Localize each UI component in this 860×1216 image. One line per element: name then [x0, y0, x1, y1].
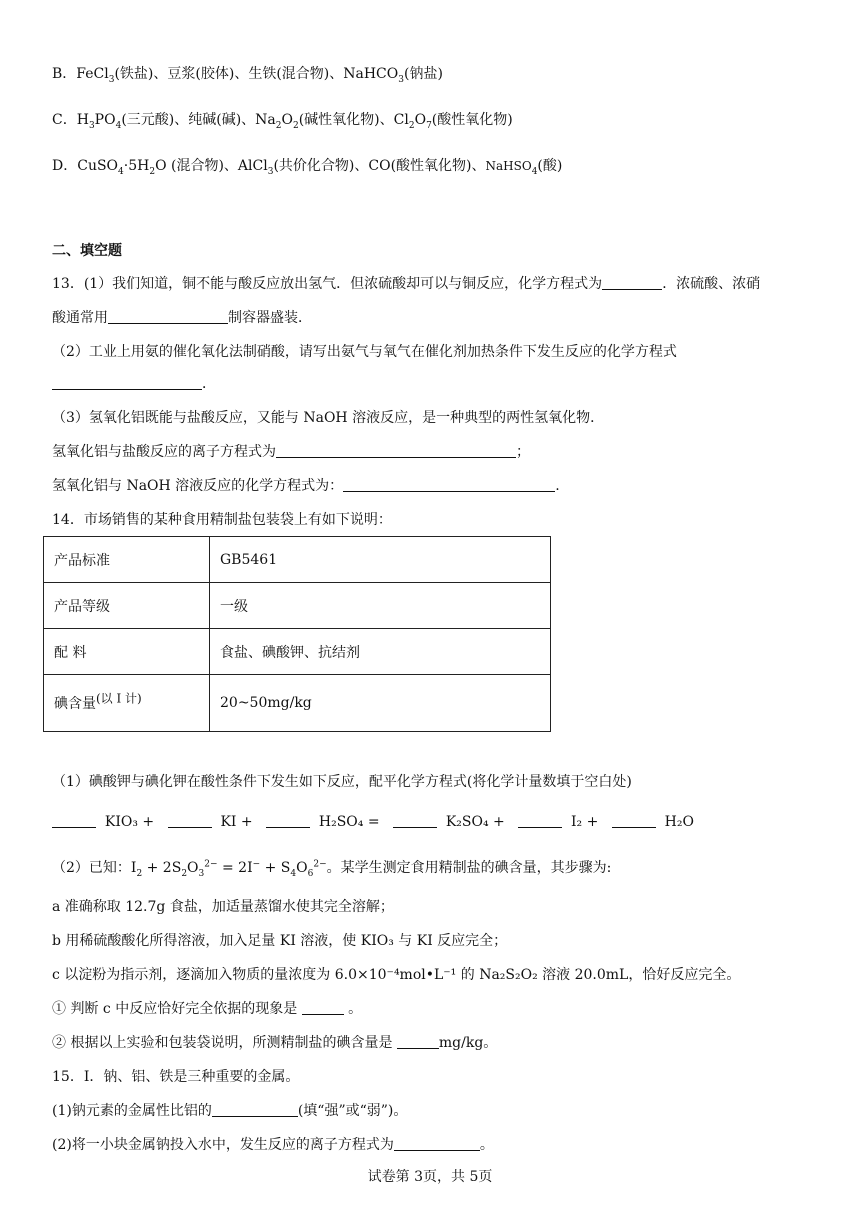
- q13-line6: 氢氧化铝与盐酸反应的离子方程式为 ；: [52, 444, 530, 460]
- table-cell: 配 料: [44, 629, 210, 675]
- answer-blank[interactable]: [302, 1000, 344, 1015]
- answer-blank[interactable]: [212, 1102, 298, 1117]
- q13-line1: 13．(1）我们知道，铜不能与酸反应放出氢气．但浓硫酸却可以与铜反应，化学方程式为 ．浓硫酸、浓硝: [52, 276, 761, 292]
- coefficient-blank[interactable]: [393, 813, 437, 828]
- answer-blank[interactable]: [52, 375, 202, 390]
- q14-equation: KIO₃ + KI + H₂SO₄ = K₂SO₄ + I₂ + H₂O: [52, 812, 694, 832]
- coefficient-blank[interactable]: [612, 813, 656, 828]
- table-row: [44, 537, 551, 583]
- table-cell: GB5461: [210, 537, 551, 583]
- q13-line3: （2）工业上用氨的催化氧化法制硝酸，请写出氨气与氧气在催化剂加热条件下发生反应的化学方程式: [52, 344, 677, 360]
- answer-blank[interactable]: [397, 1034, 439, 1049]
- q15-line1: 15．I．钠、铝、铁是三种重要的金属。: [52, 1069, 300, 1085]
- table-cell: 碘含量$^{(以 I 计)}$: [44, 675, 210, 732]
- coefficient-blank[interactable]: [518, 813, 562, 828]
- table-cell: 产品等级: [44, 583, 210, 629]
- table-row: [44, 675, 551, 732]
- table-cell: 产品标准: [44, 537, 210, 583]
- q14-part2: （2）已知：$I_2 + 2S_2O_3^{2-} = 2I^- + S_4O_6^{2-}$。某学生测定食用精制盐的碘含量，其步骤为:: [52, 859, 612, 879]
- q13-line4: ．: [52, 374, 216, 394]
- table-cell: 20~50mg/kg: [210, 675, 551, 732]
- coefficient-blank[interactable]: [168, 813, 212, 828]
- page-footer: 试卷第 3页，共 5页: [367, 1169, 493, 1185]
- step-a: a 准确称取 12.7g 食盐，加适量蒸馏水使其完全溶解；: [52, 899, 394, 915]
- product-table: [43, 536, 551, 732]
- step-c: c 以淀粉为指示剂，逐滴加入物质的量浓度为 6.0×10⁻⁴mol•L⁻¹ 的 Na₂S₂O₂ 溶液 20.0mL，恰好反应完全。: [52, 967, 741, 983]
- q14-part1: （1）碘酸钾与碘化钾在酸性条件下发生如下反应，配平化学方程式(将化学计量数填于空白处): [52, 774, 632, 790]
- table-cell: 食盐、碘酸钾、抗结剂: [210, 629, 551, 675]
- option-d: D．$CuSO_4\cdot 5H_2O$ (混合物)、AlCl$_3$(共价化合物)、CO(酸性氧化物)、NaHSO$_4$(酸): [52, 158, 563, 177]
- table-row: [44, 629, 551, 675]
- step-b: b 用稀硫酸酸化所得溶液，加入足量 KI 溶液，使 KIO₃ 与 KI 反应完全；: [52, 933, 508, 949]
- answer-blank[interactable]: [343, 477, 555, 492]
- q15-line2: (1)钠元素的金属性比铝的 (填“强”或“弱”)。: [52, 1103, 408, 1119]
- q13-line5: （3）氢氧化铝既能与盐酸反应，又能与 NaOH 溶液反应，是一种典型的两性氢氧化物．: [52, 410, 605, 426]
- q14-sub2: ② 根据以上实验和包装袋说明，所测精制盐的碘含量是 mg/kg。: [52, 1035, 498, 1051]
- coefficient-blank[interactable]: [266, 813, 310, 828]
- answer-blank[interactable]: [602, 275, 662, 290]
- q15-line3: (2)将一小块金属钠投入水中，发生反应的离子方程式为 。: [52, 1137, 494, 1153]
- answer-blank[interactable]: [108, 309, 228, 324]
- coefficient-blank[interactable]: [52, 813, 96, 828]
- section-title: 二、填空题: [52, 243, 122, 259]
- option-b: B．FeCl$_3$(铁盐)、豆浆(胶体)、生铁(混合物)、NaHCO$_3$(钠盐): [52, 66, 443, 85]
- option-c: C．$H_3PO_4$(三元酸)、纯碱(碱)、$Na_2O_2$(碱性氧化物)、$Cl_2O_7$(酸性氧化物): [52, 112, 513, 131]
- q14-sub1: ① 判断 c 中反应恰好完全依据的现象是 。: [52, 1001, 363, 1017]
- table-cell: 一级: [210, 583, 551, 629]
- table-row: [44, 583, 551, 629]
- q13-line7: 氢氧化铝与 NaOH 溶液反应的化学方程式为： .: [52, 478, 560, 494]
- q13-line2: 酸通常用 制容器盛装．: [52, 310, 312, 326]
- q14-intro: 14．市场销售的某种食用精制盐包装袋上有如下说明：: [52, 512, 392, 528]
- answer-blank[interactable]: [276, 443, 516, 458]
- answer-blank[interactable]: [394, 1136, 480, 1151]
